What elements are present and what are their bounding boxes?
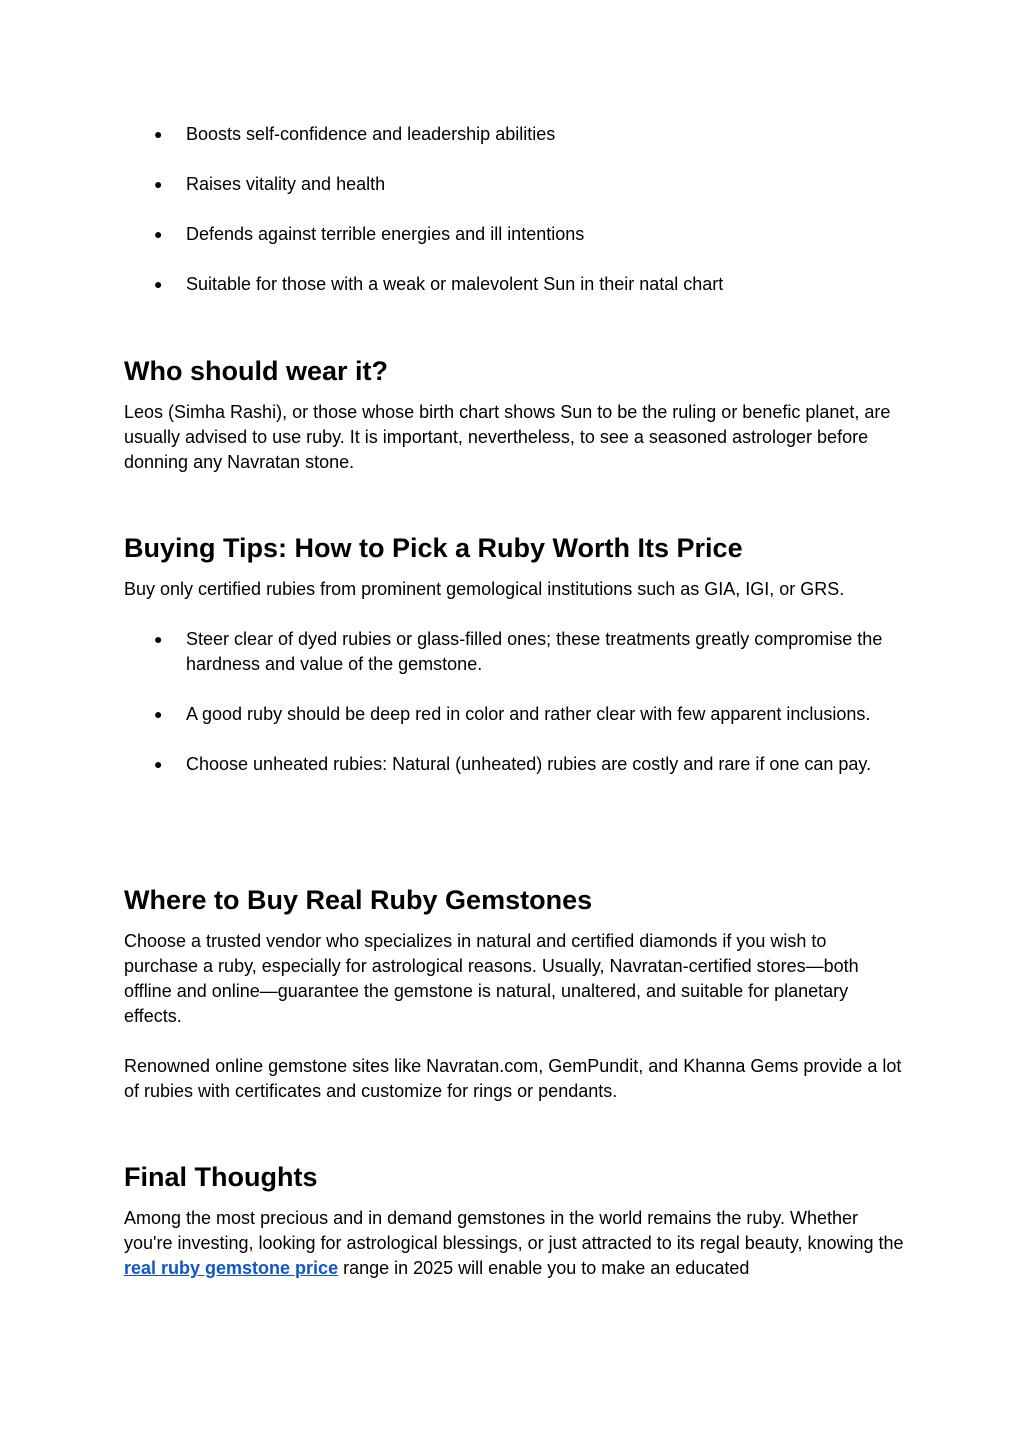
buying-tips-list — [124, 627, 904, 802]
bullet-icon: ● — [154, 176, 163, 192]
final-thoughts-text-before: Among the most precious and in demand gemstones in the world remains the ruby. Whether you're investing, looking for astrological blessings, or just attracted to its regal beauty, knowing the — [124, 1208, 904, 1253]
final-thoughts-heading: Final Thoughts — [124, 1162, 318, 1192]
bullet-icon: ● — [154, 276, 163, 292]
bullet-icon: ● — [154, 706, 163, 722]
final-thoughts-text-after: range in 2025 will enable you to make an educated — [338, 1258, 750, 1278]
list-item-text: Suitable for those with a weak or malevolent Sun in their natal chart — [186, 274, 724, 294]
list-item — [124, 122, 904, 147]
who-should-wear-body: Leos (Simha Rashi), or those whose birth chart shows Sun to be the ruling or benefic planet, are usually advised to use ruby. It is important, nevertheless, to see a seasoned astrologer before donning any Navratan stone. — [124, 402, 891, 472]
list-item — [124, 752, 904, 777]
buying-tips-heading: Buying Tips: How to Pick a Ruby Worth Its Price — [124, 533, 743, 563]
list-item-text: Choose unheated rubies: Natural (unheated) rubies are costly and rare if one can pay. — [186, 754, 872, 774]
bullet-icon: ● — [154, 631, 163, 647]
list-item-text: Defends against terrible energies and ill intentions — [186, 224, 585, 244]
list-item-text: A good ruby should be deep red in color and rather clear with few apparent inclusions. — [186, 704, 871, 724]
list-item — [124, 627, 904, 677]
bullet-icon: ● — [154, 756, 163, 772]
list-item — [124, 702, 904, 727]
where-to-buy-para1: Choose a trusted vendor who specializes in natural and certified diamonds if you wish to purchase a ruby, especially for astrological reasons. Usually, Navratan-certified stores—both offline and online—guarantee the gemstone is natural, unaltered, and suitable for planetary effects. — [124, 931, 859, 1026]
where-to-buy-heading: Where to Buy Real Ruby Gemstones — [124, 885, 593, 915]
list-item — [124, 222, 904, 247]
list-item-text: Boosts self-confidence and leadership abilities — [186, 124, 556, 144]
bullet-icon: ● — [154, 226, 163, 242]
buying-tips-intro: Buy only certified rubies from prominent gemological institutions such as GIA, IGI, or GRS. — [124, 579, 845, 599]
list-item — [124, 272, 904, 297]
list-item-text: Raises vitality and health — [186, 174, 386, 194]
real-ruby-price-link[interactable]: real ruby gemstone price — [124, 1258, 339, 1278]
list-item — [124, 172, 904, 197]
list-item-text: Steer clear of dyed rubies or glass-filled ones; these treatments greatly compromise the hardness and value of the gemstone. — [186, 629, 883, 674]
final-thoughts-body — [124, 1206, 904, 1281]
bullet-icon: ● — [154, 126, 163, 142]
benefits-list — [124, 122, 904, 322]
where-to-buy-para2: Renowned online gemstone sites like Navratan.com, GemPundit, and Khanna Gems provide a lot of rubies with certificates and customize for rings or pendants. — [124, 1056, 902, 1101]
who-should-wear-heading: Who should wear it? — [124, 356, 388, 386]
